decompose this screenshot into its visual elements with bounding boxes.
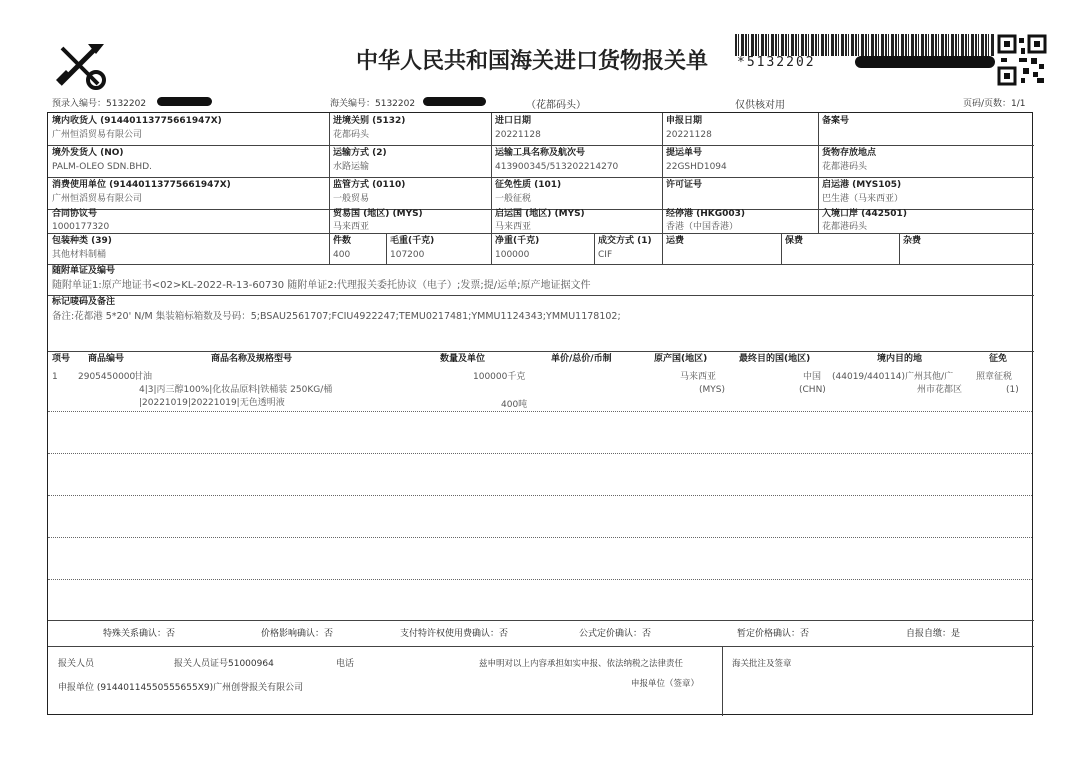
bill-no-label: 提运单号 <box>666 148 703 158</box>
customs-sign-label: 海关批注及签章 <box>732 659 792 669</box>
departure-port-value: 巴生港（马来西亚） <box>822 194 904 204</box>
declarer-cert: 报关人员证号51000964 <box>174 659 274 669</box>
misc-fee-label: 杂费 <box>903 236 922 246</box>
license-label: 许可证号 <box>666 180 703 190</box>
col-price: 单价/总价/币制 <box>551 354 612 364</box>
qr-code-icon <box>997 34 1047 86</box>
attached-docs-label: 随附单证及编号 <box>52 266 116 276</box>
entry-port-label: 入境口岸 (442501) <box>822 209 907 219</box>
origin-country-value: 马来西亚 <box>495 222 532 232</box>
goods-qty-1: 100000千克 <box>473 372 526 382</box>
royalty-confirm: 支付特许权使用费确认：否 <box>400 629 509 639</box>
price-effect-confirm: 价格影响确认：否 <box>261 629 334 639</box>
col-origin: 原产国(地区) <box>654 354 708 364</box>
transport-mode-value: 水路运输 <box>333 162 370 172</box>
special-relation-confirm: 特殊关系确认：否 <box>103 629 176 639</box>
freight-label: 运费 <box>666 236 685 246</box>
goods-name: 甘油 <box>134 372 153 382</box>
col-domestic-dest: 境内目的地 <box>877 354 923 364</box>
formula-price-confirm: 公式定价确认：否 <box>579 629 652 639</box>
entry-customs-value: 花都码头 <box>333 130 370 140</box>
declare-date-label: 申报日期 <box>666 116 703 126</box>
goods-domestic-2: 州市花都区 <box>917 385 963 395</box>
verify-note: 仅供核对用 <box>735 100 785 111</box>
redaction-mark <box>855 56 995 68</box>
storage-value: 花都港码头 <box>822 162 868 172</box>
entry-port-value: 花都港码头 <box>822 222 868 232</box>
departure-port-label: 启运港 (MYS105) <box>822 180 902 190</box>
legal-statement: 兹申明对以上内容承担如实申报、依法纳税之法律责任 <box>479 659 684 669</box>
barcode-number: *5132202 <box>737 55 816 70</box>
transit-port-label: 经停港 (HKG003) <box>666 209 746 219</box>
port-note: （花都码头） <box>526 100 586 111</box>
declarer-label: 报关人员 <box>58 659 95 669</box>
declare-unit: 申报单位 (91440114550555655X9)广州创誉报关有限公司 <box>58 683 304 693</box>
col-name-spec: 商品名称及规格型号 <box>211 354 293 364</box>
goods-code: 2905450000 <box>78 372 136 382</box>
levy-nature-value: 一般征税 <box>495 194 532 204</box>
transit-port-value: 香港（中国香港） <box>666 222 739 232</box>
contract-label: 合同协议号 <box>52 209 98 219</box>
import-date-value: 20221128 <box>495 130 541 140</box>
deal-mode-label: 成交方式 (1) <box>598 236 652 246</box>
consumer-label: 消费使用单位 (91440113775661947X) <box>52 180 231 190</box>
consignee-label: 境内收货人 (91440113775661947X) <box>52 116 222 126</box>
supervision-label: 监管方式 (0110) <box>333 180 406 190</box>
deal-mode-value: CIF <box>598 250 613 260</box>
bill-no-value: 22GSHD1094 <box>666 162 727 172</box>
goods-dest: 中国 <box>803 372 822 382</box>
redaction-mark <box>157 97 212 106</box>
self-declare-confirm: 自报自缴：是 <box>906 629 961 639</box>
origin-country-label: 启运国 (地区) (MYS) <box>495 209 585 219</box>
shipper-label: 境外发货人 (NO) <box>52 148 124 158</box>
pre-entry-number: 预录入编号：5132202 <box>52 99 147 109</box>
pieces-value: 400 <box>333 250 351 260</box>
vessel-value: 413900345/513202214270 <box>495 162 619 172</box>
goods-spec-1: 4|3|丙三醇100%|化妆品原料|铁桶装 250KG/桶 <box>139 385 333 395</box>
consignee-value: 广州恒滔贸易有限公司 <box>52 130 143 140</box>
pieces-label: 件数 <box>333 236 352 246</box>
declaration-form <box>47 112 1033 715</box>
phone-label: 电话 <box>336 659 355 669</box>
col-quantity: 数量及单位 <box>440 354 486 364</box>
goods-dest-code: (CHN) <box>799 385 826 395</box>
redaction-mark <box>423 97 486 106</box>
transport-mode-label: 运输方式 (2) <box>333 148 387 158</box>
gross-weight-label: 毛重(千克) <box>390 236 435 246</box>
entry-customs-label: 进境关别 (5132) <box>333 116 406 126</box>
col-final-dest: 最终目的国(地区) <box>739 354 811 364</box>
attached-docs-value: 随附单证1:原产地证书<02>KL-2022-R-13-60730 随附单证2:代理报关委托协议（电子）;发票;提/运单;原产地证据文件 <box>52 280 591 291</box>
barcode <box>735 34 995 56</box>
trade-country-value: 马来西亚 <box>333 222 370 232</box>
customs-number: 海关编号：5132202 <box>330 99 416 109</box>
goods-spec-2: |20221019|20221019|无色透明液 <box>139 398 285 408</box>
package-type-label: 包装种类 (39) <box>52 236 112 246</box>
record-no-label: 备案号 <box>822 116 850 126</box>
declare-date-value: 20221128 <box>666 130 712 140</box>
col-hs-code: 商品编号 <box>88 354 125 364</box>
goods-levy: 照章征税 <box>976 372 1013 382</box>
goods-domestic-1: (44019/440114)广州其他/广 <box>832 372 954 382</box>
form-title: 中华人民共和国海关进口货物报关单 <box>356 48 709 74</box>
page-number: 页码/页数：1/1 <box>963 99 1026 109</box>
storage-label: 货物存放地点 <box>822 148 877 158</box>
trade-country-label: 贸易国 (地区) (MYS) <box>333 209 423 219</box>
insurance-label: 保费 <box>785 236 804 246</box>
supervision-value: 一般贸易 <box>333 194 370 204</box>
contract-value: 1000177320 <box>52 222 110 232</box>
provisional-price-confirm: 暂定价格确认：否 <box>737 629 810 639</box>
import-date-label: 进口日期 <box>495 116 532 126</box>
consumer-value: 广州恒滔贸易有限公司 <box>52 194 143 204</box>
col-levy: 征免 <box>989 354 1008 364</box>
goods-origin: 马来西亚 <box>680 372 717 382</box>
goods-origin-code: (MYS) <box>699 385 725 395</box>
customs-emblem-icon <box>52 40 112 92</box>
marks-label: 标记唛码及备注 <box>52 297 116 307</box>
vessel-label: 运输工具名称及航次号 <box>495 148 586 158</box>
unit-seal-label: 申报单位（签章） <box>631 679 700 689</box>
net-weight-label: 净重(千克) <box>495 236 540 246</box>
package-type-value: 其他材料制桶 <box>52 250 107 260</box>
levy-nature-label: 征免性质 (101) <box>495 180 562 190</box>
marks-value: 备注:花都港 5*20' N/M 集装箱标箱数及号码：5;BSAU2561707;FCIU4922247;TEMU0217481;YMMU1124343;YMMU1178102; <box>52 311 621 322</box>
col-item-no: 项号 <box>52 354 71 364</box>
goods-levy-code: (1) <box>1006 385 1019 395</box>
goods-qty-2: 400吨 <box>501 400 528 410</box>
shipper-value: PALM-OLEO SDN.BHD. <box>52 162 152 172</box>
gross-weight-value: 107200 <box>390 250 425 260</box>
goods-no: 1 <box>52 372 58 382</box>
net-weight-value: 100000 <box>495 250 530 260</box>
